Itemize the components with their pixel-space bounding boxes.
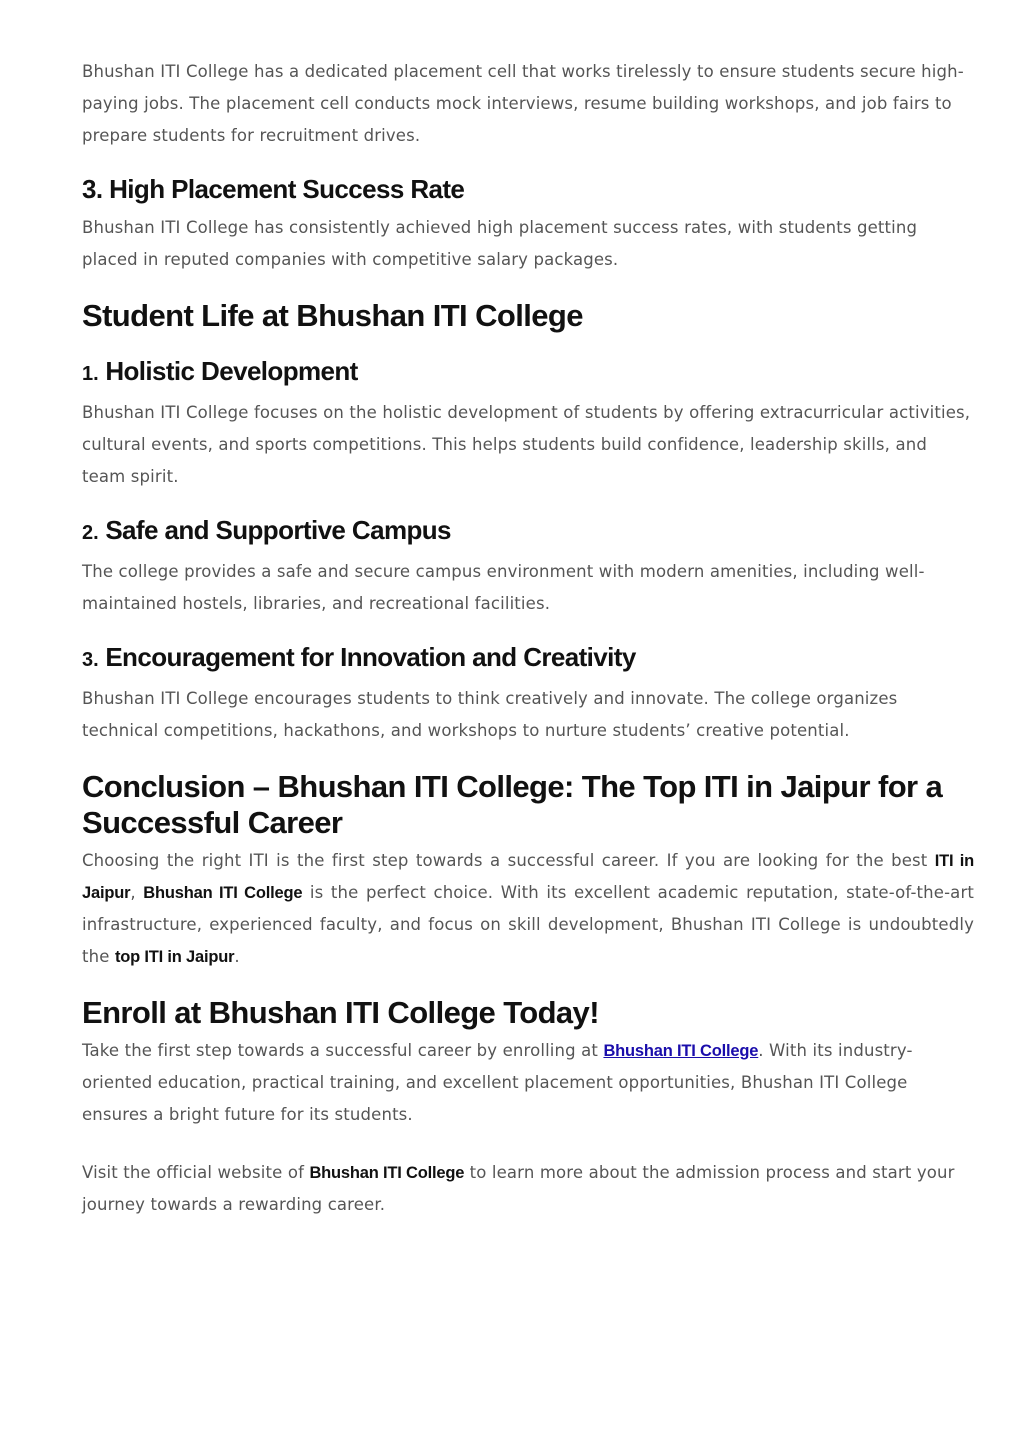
- visit-paragraph: [82, 1157, 974, 1221]
- bold-iti-in-jaipur: ITI in Jaipur: [82, 852, 975, 902]
- text-run: Choosing the right ITI is the first step towards a successful career. If you are looking for the best: [82, 851, 935, 870]
- item-title: Holistic Development: [105, 356, 358, 386]
- text-run: .: [234, 947, 240, 966]
- enroll-heading: Enroll at Bhushan ITI College Today!: [82, 995, 599, 1030]
- holistic-development-paragraph: Bhushan ITI College focuses on the holistic development of students by offering extracurricular activities, cultural events, and sports competitions. This helps students build confidence, leadership skills, and team spirit.: [82, 403, 971, 486]
- text-run: . With its industry-oriented education, practical training, and excellent placement opportunities, Bhushan ITI College ensures a bright future for its students.: [82, 1041, 913, 1124]
- text-run: is the perfect choice. With its excellent academic reputation, state-of-the-art infrastructure, experienced faculty, and focus on skill development, Bhushan ITI College is undoubtedly the: [82, 883, 974, 966]
- item-number: 2.: [82, 522, 99, 544]
- innovation-paragraph: Bhushan ITI College encourages students to think creatively and innovate. The college organizes technical competitions, hackathons, and workshops to nurture students’ creative potential.: [82, 689, 898, 740]
- holistic-development-heading: [82, 354, 974, 391]
- bhushan-iti-college-link[interactable]: Bhushan ITI College: [603, 1042, 759, 1060]
- item-number: 1.: [82, 363, 99, 385]
- placement-rate-heading: 3. High Placement Success Rate: [82, 174, 465, 204]
- item-number: 3.: [82, 649, 99, 671]
- bold-bhushan-iti-college: Bhushan ITI College: [309, 1164, 465, 1182]
- bold-bhushan-iti-college: Bhushan ITI College: [143, 884, 303, 902]
- text-run: ,: [130, 883, 144, 902]
- placement-rate-paragraph: Bhushan ITI College has consistently achieved high placement success rates, with students getting placed in reputed companies with competitive salary packages.: [82, 218, 918, 269]
- item-title: Encouragement for Innovation and Creativity: [105, 642, 636, 672]
- innovation-heading: [82, 640, 974, 677]
- bold-top-iti-in-jaipur: top ITI in Jaipur: [114, 948, 235, 966]
- safe-campus-heading: [82, 513, 974, 550]
- text-run: Visit the official website of: [82, 1163, 310, 1182]
- text-run: Take the first step towards a successful career by enrolling at: [82, 1041, 604, 1060]
- student-life-heading: Student Life at Bhushan ITI College: [82, 298, 583, 333]
- conclusion-paragraph: [82, 845, 974, 973]
- item-title: Safe and Supportive Campus: [105, 515, 451, 545]
- safe-campus-paragraph: The college provides a safe and secure campus environment with modern amenities, including well-maintained hostels, libraries, and recreational facilities.: [82, 562, 925, 613]
- text-run: to learn more about the admission process and start your journey towards a rewarding career.: [82, 1163, 955, 1214]
- enroll-paragraph: [82, 1035, 974, 1131]
- intro-paragraph: Bhushan ITI College has a dedicated placement cell that works tirelessly to ensure students secure high-paying jobs. The placement cell conducts mock interviews, resume building workshops, and job fairs to prepare students for recruitment drives.: [82, 62, 964, 145]
- document-page: [82, 56, 974, 1221]
- conclusion-heading: Conclusion – Bhushan ITI College: The Top ITI in Jaipur for a Successful Career: [82, 769, 943, 840]
